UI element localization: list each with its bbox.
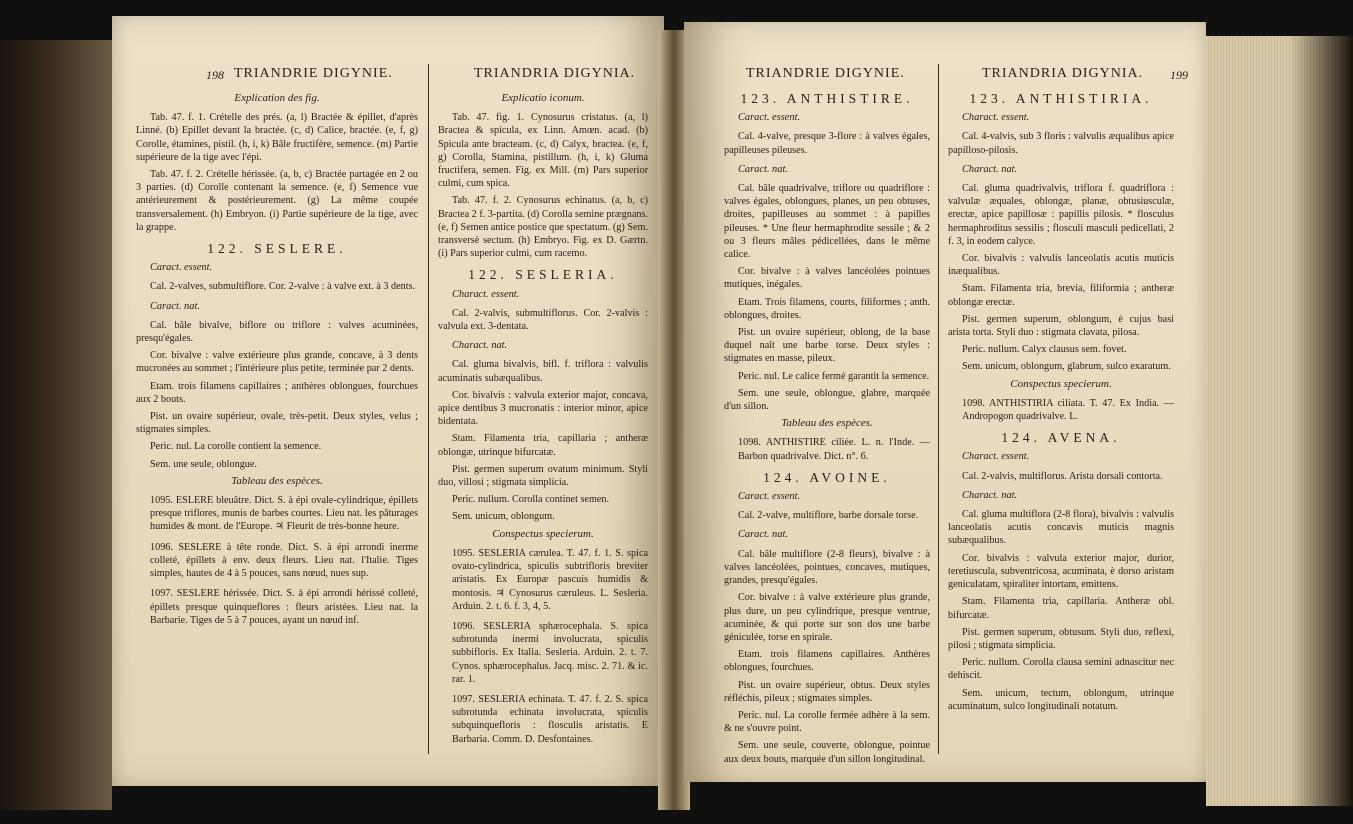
genus-heading: 122. SESLERIA. — [468, 267, 618, 283]
paragraph: Cal. 2-valves, submultiflore. Cor. 2-valve : à valve ext. à 3 dents. — [150, 281, 416, 293]
subheading: Caract. nat. — [738, 163, 788, 175]
section-title: Tableau des espèces. — [781, 417, 873, 430]
paragraph: Sem. une seule, oblongue, glabre, marquée d'un sillon. — [724, 387, 930, 413]
paragraph: Sem. une seule, oblongue. — [150, 458, 257, 470]
subheading: Charact. essent. — [452, 288, 520, 300]
paragraph: Etam. trois filamens capillaires. Anthères oblongues, fourchues. — [724, 649, 930, 674]
species-entry: 1098. ANTHISTIRIA ciliata. T. 47. Ex India. — Andropogon quadrivalve. L. — [962, 397, 1174, 423]
section-title: Explication des fig. — [234, 92, 320, 104]
subheading: Caract. essent. — [150, 262, 213, 274]
subheading: Charact. nat. — [962, 163, 1018, 175]
column-divider — [428, 64, 429, 754]
subheading: Charact. nat. — [452, 340, 508, 352]
paragraph: Cal. 2-valve, multiflore, barbe dorsale torse. — [738, 510, 919, 522]
paragraph: Cal. 4-valvis, sub 3 floris : valvulis æqualibus apice papilloso-pilosis. — [948, 131, 1174, 156]
paragraph: Pist. un ovaire supérieur, ovale, très-petit. Deux styles, velus ; stigmates simples. — [136, 411, 418, 436]
paragraph: Sem. unicum, oblongum. — [452, 511, 555, 523]
paragraph: Sem. une seule, couverte, oblongue, pointue aux deux bouts, marquée d'un sillon longitudinal. — [724, 740, 930, 765]
section-title: Conspectus specierum. — [492, 527, 594, 540]
page-number-left: 198 — [206, 68, 224, 82]
paragraph: Sem. unicum, oblongum, glabrum, sulco exaratum. — [962, 361, 1171, 373]
paragraph: Cal. 4-valve, presque 3-flore : à valves égales, papilleuses pileuses. — [724, 131, 930, 156]
species-entry: 1097. SESLERIA echinata. T. 47. f. 2. S. spica subrotunda echinata involucrata, spiculis subquinquefloris : flosculis aristatis. E Barbaria. Comm. D. Desfontaines. — [452, 693, 648, 745]
subheading: Charact. essent. — [962, 451, 1030, 463]
paragraph: Peric. nullum. Corolla continet semen. — [452, 494, 610, 506]
running-head-la: TRIANDRIA DIGYNIA. — [982, 66, 1144, 81]
species-entry: 1097. SESLERE hérissée. Dict. S. à épi arrondi hérissé colleté, épillets presque quinqueflores : fleurs aristées. Lieu nat. la Barbarie. Tiges de 5 à 7 pouces, ayant un nœud inf. — [150, 588, 418, 626]
figure-explanation: Tab. 47. fig. 1. Cynosurus cristatus. (a, l) Bractea & spicula, ex Linn. Amœn. acad. (b) Spicula ante bracteam. (c, d) Calyx, bractea. (e, f, g) Corolla, Stamina, pistillum. (h, i, k) Gluma fructifera, semen. Fig. ex Mill. (m) Pars superior culmi, cum spica. — [438, 112, 648, 190]
figure-explanation: Tab. 47. f. 2. Crételle hérissée. (a, b, c) Bractée partagée en 2 ou 3 parties. (d) Corolle contenant la semence. (e, f) Semence vue antérieurement & postérieurement. (g) La même coupée transversalement. (h) Embryon. (i) Partie supérieure de la tige, avec la grappe. — [136, 169, 418, 233]
subheading: Charact. essent. — [962, 112, 1030, 124]
paragraph: Cor. bivalve : à valve extérieure plus grande, plus dure, un peu cylindrique, presque ventrue, acuminée, & qui porte sur son dos une barbe géniculée, torse en spirale. — [724, 592, 930, 643]
left-page — [112, 16, 664, 786]
paragraph: Etam. Trois filamens, courts, filiformes ; anth. oblongues, droites. — [724, 296, 930, 321]
paragraph: Etam. trois filamens capillaires ; anthères oblongues, fourchues aux 2 bouts. — [136, 380, 418, 405]
section-title: Conspectus specierum. — [1010, 377, 1112, 390]
page-number-right: 199 — [1170, 68, 1188, 82]
figure-explanation: Tab. 47. f. 1. Crételle des prés. (a, l) Bractée & épillet, d'après Linné. (b) Epillet devant la bractée. (c, d) Calice, bractée. (e, f, g) Corolle, étamines, pistil. (h, i, k) Bâle fructifère, semence. (m) Partie supérieure de la tige avec l'épi. — [136, 112, 418, 163]
paragraph: Pist. germen superum, obtusum. Styli duo, reflexi, pilosi ; stigmata simplicia. — [948, 626, 1174, 651]
genus-heading: 123. ANTHISTIRE. — [740, 91, 914, 106]
right-shadow — [1290, 36, 1353, 806]
species-entry: 1095. SESLERIA cærulea. T. 47. f. 1. S. spica ovato-cylindrica, spiculis subtrifloris breviter aristatis. Ex Europæ pascuis humidis & montosis. ♃ Cynosurus cæruleus. L. Sesleria. Arduin. 2. t. 6. f. 3, 4, 5. — [452, 547, 648, 612]
genus-heading: 124. AVENA. — [1001, 430, 1121, 446]
paragraph: Stam. Filamenta tria, brevia, filiformia ; antheræ oblongæ erectæ. — [948, 283, 1174, 308]
subheading: Caract. essent. — [738, 491, 801, 503]
subheading: Caract. nat. — [150, 300, 200, 312]
running-head-fr: TRIANDRIE DIGYNIE. — [234, 66, 393, 81]
running-head-fr: TRIANDRIE DIGYNIE. — [746, 66, 905, 81]
genus-heading: 122. SESLERE. — [207, 241, 347, 257]
paragraph: Pist. germen superum ovatum minimum. Styli duo, villosi ; stigmata simplicia. — [438, 463, 648, 489]
paragraph: Cor. bivalvis : valvula exterior major, concava, apice dentibus 3 mucronatis : interior minor, apice bidentata. — [438, 389, 648, 428]
paragraph: Peric. nul. Le calice fermé garantit la semence. — [738, 370, 930, 382]
paragraph: Pist. un ovaire supérieur, obtus. Deux styles réfléchis, pileux ; stigmates simples. — [724, 679, 930, 704]
genus-heading: 124. AVOINE. — [763, 469, 891, 485]
subheading: Caract. nat. — [738, 529, 788, 541]
right-col-french — [724, 84, 930, 770]
paragraph: Cor. bivalvis : valvula exterior major, durior, teretiuscula, subventricosa, acuminata, è dorso aristam geniculatam, spiraliter intortam, emittens. — [948, 552, 1174, 591]
paragraph: Pist. germen superum, oblongum, è cujus basi arista torta. Styli duo : stigmata clavata, pilosa. — [948, 313, 1174, 339]
paragraph: Cal. gluma quadrivalvis, triflora f. quadriflora : valvulæ æquales, oblongæ, planæ, obtusiusculæ, erectæ, apice papillosæ : papillis pilosis. * flosculus hermaphroditus sessilis ; flosculi masculi pedicellati, 2 f. 3, in eodem calyce. — [948, 183, 1174, 247]
paragraph: Cal. 2-valvis, submultiflorus. Cor. 2-valvis : valvula ext. 3-dentata. — [438, 307, 648, 333]
paragraph: Cal. bâle multiflore (2-8 fleurs), bivalve : à valves lancéolées, pointues, concaves, mutiques, grandes, presqu'égales. — [724, 548, 930, 587]
left-book-edge — [0, 40, 112, 810]
paragraph: Stam. Filamenta tria, capillaria ; antheræ oblongæ, utrinque bifurcatæ. — [438, 433, 648, 458]
right-col-latin — [948, 84, 1174, 717]
right-page — [684, 22, 1206, 782]
paragraph: Cal. 2-valvis, multiflorus. Arista dorsali contorta. — [962, 470, 1163, 482]
paragraph: Cal. bâle quadrivalve, triflore ou quadriflore : valves égales, oblongues, planes, un peu obtuses, droites, papilleuses au sommet : à papilles pileuses. * Une fleur hermaphrodite sessile ; & 2 ou 3 fleurs mâles pédicellées, dans le même calice. — [724, 183, 930, 261]
subheading: Caract. essent. — [738, 112, 801, 124]
paragraph: Cal. gluma bivalvis, bifl. f. triflora : valvulis acuminatis subæqualibus. — [438, 359, 648, 384]
paragraph: Pist. un ovaire supérieur, oblong, de la base duquel naît une barbe torse. Deux styles : stigmates en masse, pileux. — [724, 327, 930, 365]
paragraph: Cor. bivalve : valve extérieure plus grande, concave, à 3 dents mucronées au sommet ; l'intérieure plus petite, terminée par 2 dents. — [136, 350, 418, 375]
species-entry: 1095. ESLERE bleuâtre. Dict. S. à épi ovale-cylindrique, épillets presque triflores, munis de barbes courtes. Lieu nat. les pâturages humides & mont. de l'Europe. ♃ Fleurit de très-bonne heure. — [150, 495, 418, 533]
paragraph: Peric. nul. La corolle fermée adhère à la sem. & ne s'ouvre point. — [724, 709, 930, 735]
paragraph: Peric. nullum. Corolla clausa semini adnascitur nec dehiscit. — [948, 657, 1174, 682]
paragraph: Sem. unicum, tectum, oblongum, utrinque acuminatum, sulco longitudinali notatum. — [948, 687, 1174, 712]
section-title: Explicatio iconum. — [501, 92, 585, 104]
paragraph: Cor. bivalve : à valves lancéolées pointues mutiques, inégales. — [724, 266, 930, 291]
genus-heading: 123. ANTHISTIRIA. — [969, 91, 1153, 106]
species-entry: 1096. SESLERIA sphærocephala. S. spica subrotunda inermi involucrata, spiculis subbifloris. Ex Italia. Sesleria. Arduin. 2. t. 7. Cynos. sphærocephalus. Jacq. misc. 2. 71. & ic. rar. 1. — [452, 620, 648, 685]
paragraph: Cal. bâle bivalve, biflore ou triflore : valves acuminées, presqu'égales. — [136, 319, 418, 345]
figure-explanation: Tab. 47. f. 2. Cynosurus echinatus. (a, b, c) Bractea 2 f. 3-partita. (d) Corolla semine prægnans. (e, f) Semen antice postice que spectatum. (g) Sem. transversè sectum. (h) Embryo. Fig. ex D. Gærtn. (i) Pars superior culmi, cum racemo. — [438, 195, 648, 260]
paragraph: Cal. gluma multiflora (2-8 flora), bivalvis : valvulis lanceolatis acutis concavis muticis magnis subæqualibus. — [948, 509, 1174, 547]
paragraph: Peric. nul. La corolle contient la semence. — [150, 441, 322, 453]
section-title: Tableau des espèces. — [231, 474, 323, 487]
left-col-french — [136, 88, 418, 634]
column-divider — [938, 64, 939, 754]
paragraph: Stam. Filamenta tria, capillaria. Antheræ obl. bifurcatæ. — [948, 596, 1174, 621]
species-entry: 1098. ANTHISTIRE ciliée. L. n. l'Inde. — Barbon quadrivalve. Dict. n°. 6. — [738, 437, 930, 462]
paragraph: Cor. bivalvis : valvulis lanceolatis acutis muticis inæqualibus. — [948, 253, 1174, 278]
running-head-la: TRIANDRIA DIGYNIA. — [474, 66, 636, 81]
left-col-latin — [438, 88, 648, 753]
paragraph: Peric. nullum. Calyx clausus sem. fovet. — [962, 344, 1127, 356]
subheading: Charact. nat. — [962, 489, 1018, 501]
species-entry: 1096. SESLERE à tête ronde. Dict. S. à épi arrondi inerme colleté, épillets à env. deux fleurs. Lieu nat. l'Italie. Tiges simples, hautes de 4 à 5 pouces, sans nœud, nues sup. — [150, 541, 418, 580]
